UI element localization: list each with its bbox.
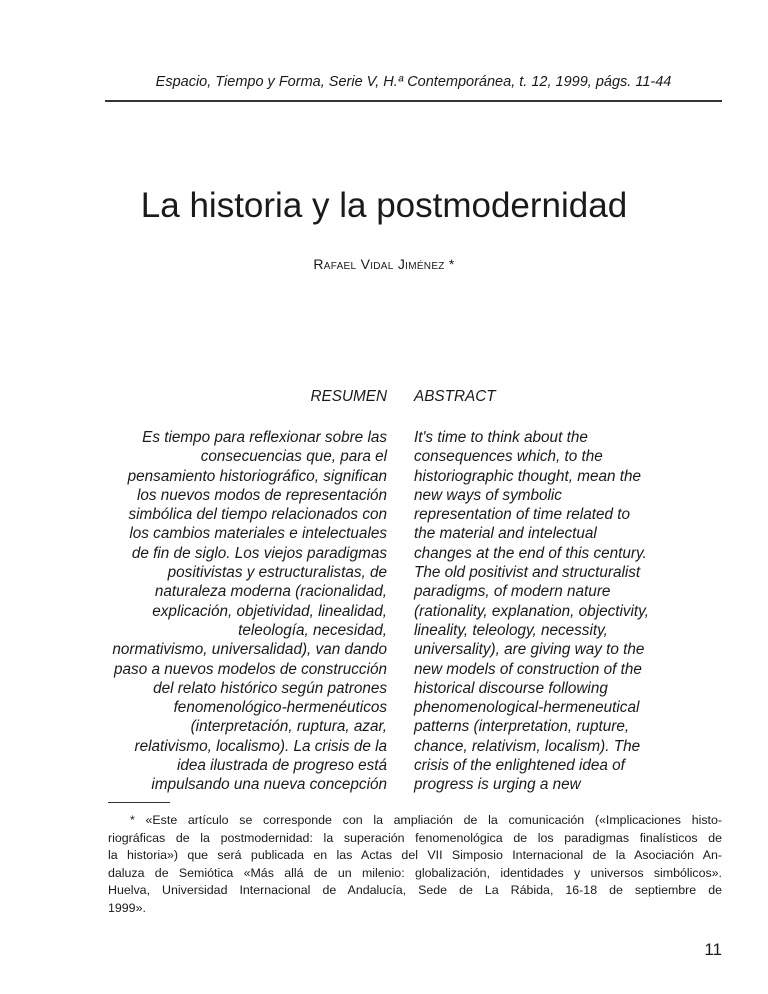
text-line: * «Este artículo se corresponde con la ampliación de la comunicación («Implicaciones histo- [130, 813, 722, 827]
text-line: The old positivist and structuralist [414, 564, 641, 582]
text-line: chance, relativism, localism). The [414, 737, 641, 755]
text-line: crisis of the enlightened idea of [414, 757, 625, 775]
page-number: 11 [704, 940, 722, 959]
text-line: de fin de siglo. Los viejos paradigmas [131, 544, 387, 562]
text-line: 1999». [108, 900, 146, 915]
text-line: patterns (interpretation, rupture, [414, 718, 630, 736]
text-line: It's time to think about the [414, 429, 588, 446]
abstract-heading: ABSTRACT [414, 388, 496, 405]
text-line: historical discourse following [414, 679, 608, 697]
text-line: paradigms, of modern nature [414, 583, 611, 601]
text-line: normativismo, universalidad), van dando [112, 641, 387, 659]
footnote-rule [108, 802, 170, 803]
text-line: explicación, objetividad, linealidad, [152, 602, 387, 620]
text-line: del relato histórico según patrones [153, 679, 387, 697]
resumen-text [60, 428, 387, 795]
text-line: pensamiento historiográfico, significan [127, 467, 387, 485]
text-line: consecuencias que, para el [200, 448, 387, 466]
article-author: Rafael Vidal Jiménez * [313, 256, 455, 272]
text-line: representation of time related to [414, 506, 630, 524]
text-line: daluza de Semiótica «Más allá de un milenio: globalización, identidades y universos simbólicos». [108, 865, 722, 880]
text-line: fenomenológico-hermenéuticos [173, 699, 387, 717]
text-line: progress is urging a new [414, 776, 581, 794]
text-line: Es tiempo para reflexionar sobre las [142, 429, 387, 446]
text-line: teleología, necesidad, [238, 621, 387, 639]
text-line: naturaleza moderna (racionalidad, [154, 583, 387, 601]
text-line: la historia») que será publicada en las Actas del VII Simposio Internacional de la Asociación An- [108, 848, 722, 863]
text-line: (interpretación, ruptura, azar, [190, 718, 387, 736]
text-line: consequences which, to the [414, 448, 603, 466]
text-line: simbólica del tiempo relacionados con [128, 506, 387, 524]
text-line: new ways of symbolic [414, 486, 562, 504]
text-line: idea ilustrada de progreso está [176, 757, 387, 775]
text-line: los cambios materiales e intelectuales [129, 525, 387, 543]
text-line: paso a nuevos modelos de construcción [114, 660, 387, 678]
running-head: Espacio, Tiempo y Forma, Serie V, H.ª Contemporánea, t. 12, 1999, págs. 11-44 [155, 74, 672, 90]
header-rule [105, 100, 722, 102]
text-line: lineality, teleology, necessity, [414, 621, 608, 639]
text-line: riográficas de la postmodernidad: la superación fenomenológica de los paradigmas finalísticos de [108, 830, 722, 845]
text-line: Huelva, Universidad Internacional de Andalucía, Sede de La Rábida, 16-18 de septiembre de [108, 883, 722, 898]
text-line: phenomenological-hermeneutical [414, 699, 640, 717]
abstract-text [414, 428, 734, 795]
footnote [108, 812, 722, 918]
article-title: La historia y la postmodernidad [140, 186, 628, 225]
text-line: los nuevos modos de representación [136, 486, 387, 504]
text-line: new models of construction of the [414, 660, 642, 678]
text-line: historiographic thought, mean the [414, 467, 642, 485]
text-line: the material and intelectual [414, 525, 597, 543]
text-line: relativismo, localismo). La crisis de la [134, 737, 387, 755]
text-line: changes at the end of this century. [414, 544, 647, 562]
text-line: (rationality, explanation, objectivity, [414, 602, 649, 620]
resumen-heading: RESUMEN [310, 388, 387, 405]
text-line: impulsando una nueva concepción [151, 776, 387, 794]
text-line: positivistas y estructuralistas, de [167, 564, 387, 582]
text-line: universality), are giving way to the [414, 641, 645, 659]
